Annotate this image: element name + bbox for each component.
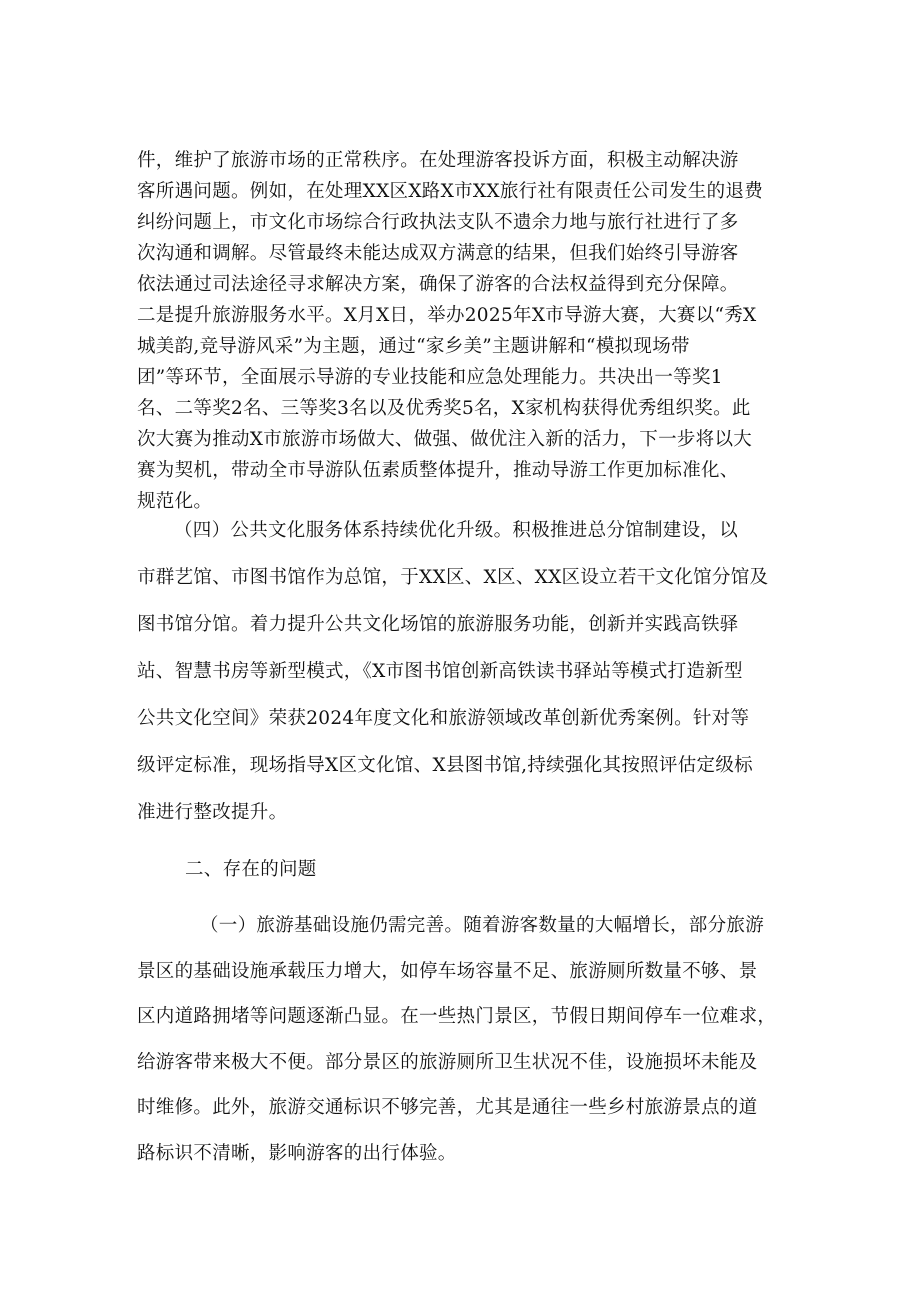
text-line: 市群艺馆、市图书馆作为总馆，于XX区、X区、XX区设立若干文化馆分馆及 <box>137 567 769 588</box>
text-line: 图书馆分馆。着力提升公共文化场馆的旅游服务功能，创新并实践高铁驿 <box>137 614 739 635</box>
text-line: 客所遇问题。例如，在处理XX区X路X市XX旅行社有限责任公司发生的退费 <box>137 181 764 202</box>
text-line: 件，维护了旅游市场的正常秩序。在处理游客投诉方面，积极主动解决游 <box>137 150 739 171</box>
text-line: 路标识不清晰，影响游客的出行体验。 <box>137 1143 457 1164</box>
text-line: 规范化。 <box>137 491 213 512</box>
text-line: 景区的基础设施承载压力增大，如停车场容量不足、旅游厕所数量不够、景 <box>137 961 758 982</box>
text-line: 依法通过司法途径寻求解决方案，确保了游客的合法权益得到充分保障。 <box>137 274 739 295</box>
text-line: 赛为契机，带动全市导游队伍素质整体提升，推动导游工作更加标准化、 <box>137 460 739 481</box>
text-line: 公共文化空间》荣获2024年度文化和旅游领域改革创新优秀案例。针对等 <box>137 708 750 729</box>
text-line: 次大赛为推动X市旅游市场做大、做强、做优注入新的活力，下一步将以大 <box>137 429 753 450</box>
text-line: 站、智慧书房等新型模式，《X市图书馆创新高铁读书驿站等模式打造新型 <box>137 661 743 682</box>
text-line: （一）旅游基础设施仍需完善。随着游客数量的大幅增长，部分旅游 <box>200 915 765 936</box>
text-line: 二是提升旅游服务水平。X月X日，举办2025年X市导游大赛，大赛以“秀X <box>137 305 757 326</box>
text-line: 准进行整改提升。 <box>137 802 288 823</box>
text-line: 团”等环节，全面展示导游的专业技能和应急处理能力。共决出一等奖1 <box>137 367 723 388</box>
text-line: 区内道路拥堵等问题逐渐凸显。在一些热门景区，节假日期间停车一位难求， <box>137 1006 777 1027</box>
text-line: 城美韵,竞导游风采”为主题，通过“家乡美”主题讲解和“模拟现场带 <box>137 336 690 357</box>
text-line: 级评定标准，现场指导X区文化馆、X县图书馆,持续强化其按照评估定级标 <box>137 755 753 776</box>
text-line: 次沟通和调解。尽管最终未能达成双方满意的结果，但我们始终引导游客 <box>137 243 739 264</box>
text-line: 名、二等奖2名、三等奖3名以及优秀奖5名，X家机构获得优秀组织奖。此 <box>137 398 751 419</box>
text-line: 给游客带来极大不便。部分景区的旅游厕所卫生状况不佳，设施损坏未能及 <box>137 1052 758 1073</box>
section-heading: 二、存在的问题 <box>185 859 317 880</box>
text-line: 时维修。此外，旅游交通标识不够完善，尤其是通往一些乡村旅游景点的道 <box>137 1097 758 1118</box>
text-line: （四）公共文化服务体系持续优化升级。积极推进总分馆制建设，以 <box>174 520 739 541</box>
text-line: 纠纷问题上，市文化市场综合行政执法支队不遗余力地与旅行社进行了多 <box>137 212 739 233</box>
